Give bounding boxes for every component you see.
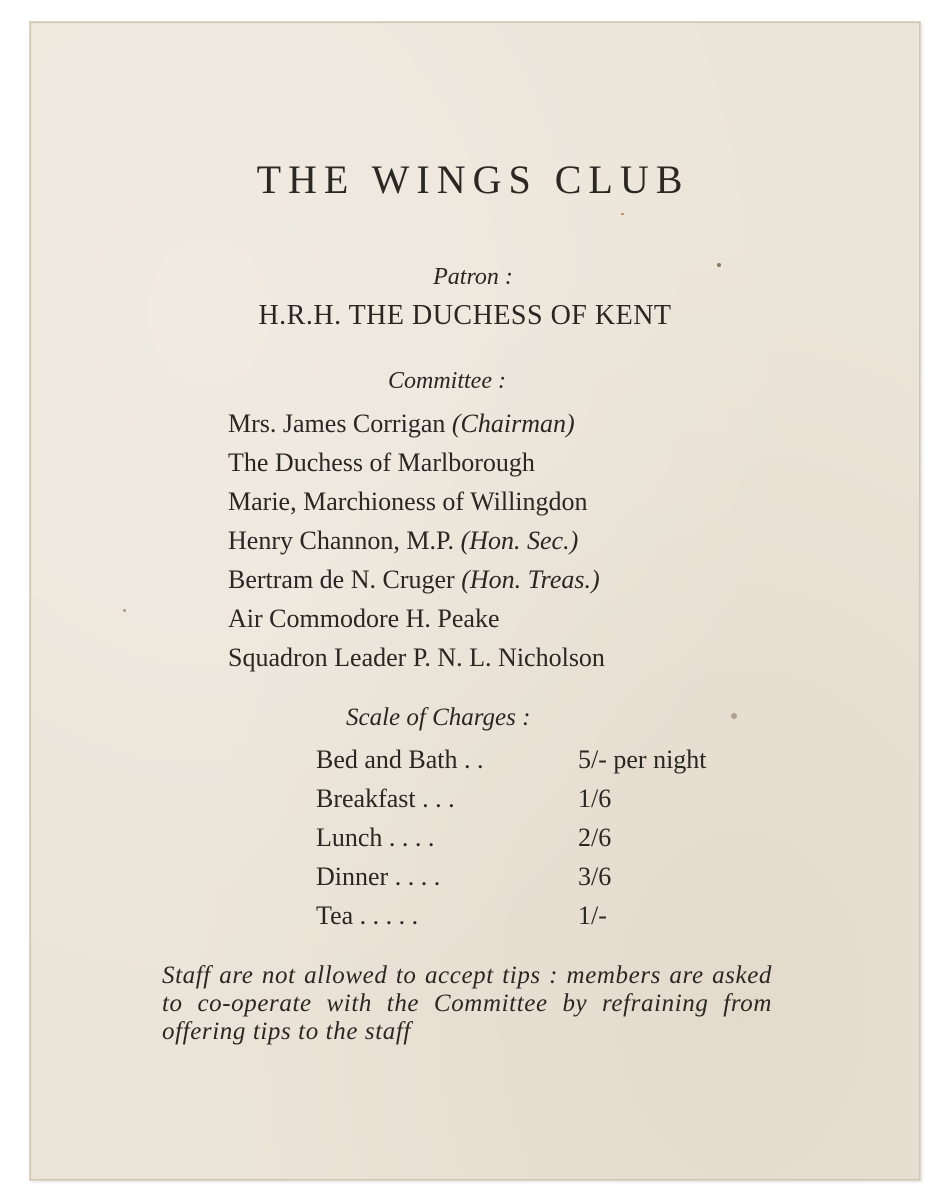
member-name: Air Commodore H. Peake — [228, 604, 500, 633]
charge-row — [316, 818, 756, 857]
committee-member — [228, 599, 605, 638]
committee-member — [228, 521, 605, 560]
committee-member — [228, 443, 605, 482]
charge-price: 3/6 — [578, 862, 612, 891]
charges-table — [316, 740, 756, 935]
member-role: (Chairman) — [451, 409, 575, 438]
charge-price: 1/- — [578, 901, 607, 930]
charge-row — [316, 779, 756, 818]
charge-row — [316, 740, 756, 779]
charge-item: Tea . . . . . — [316, 901, 419, 930]
charge-price: 5/- per night — [578, 745, 707, 774]
member-name: Marie, Marchioness of Willingdon — [228, 487, 588, 516]
committee-member — [228, 482, 605, 521]
paper-speck — [621, 213, 624, 215]
member-name: Bertram de N. Cruger — [228, 565, 462, 594]
paper-speck — [123, 609, 126, 612]
charge-row — [316, 896, 756, 935]
committee-label: Committee : — [388, 368, 506, 394]
member-name: Mrs. James Corrigan — [228, 409, 452, 438]
committee-list — [228, 404, 605, 677]
paper-speck — [731, 713, 737, 719]
member-name: The Duchess of Marlborough — [228, 448, 535, 477]
committee-member — [228, 404, 605, 443]
member-name: Henry Channon, M.P. — [228, 526, 461, 555]
charge-item: Bed and Bath . . — [316, 745, 484, 774]
charge-row — [316, 857, 756, 896]
charge-price: 1/6 — [578, 784, 612, 813]
club-title: THE WINGS CLUB — [256, 157, 690, 202]
charge-item: Breakfast . . . — [316, 784, 455, 813]
committee-member — [228, 560, 605, 599]
patron-label: Patron : — [433, 264, 513, 290]
member-name: Squadron Leader P. N. L. Nicholson — [228, 643, 605, 672]
member-role: (Hon. Treas.) — [461, 565, 600, 594]
charge-item: Dinner . . . . — [316, 862, 441, 891]
committee-member — [228, 638, 605, 677]
charge-item: Lunch . . . . — [316, 823, 435, 852]
patron-name: H.R.H. THE DUCHESS OF KENT — [258, 300, 672, 331]
charges-label: Scale of Charges : — [346, 704, 531, 731]
member-role: (Hon. Sec.) — [460, 526, 579, 555]
tips-notice: Staff are not allowed to accept tips : members are asked to co-operate with the Committee by refraining from offering tips to the staff — [162, 962, 772, 1045]
charge-price: 2/6 — [578, 823, 612, 852]
